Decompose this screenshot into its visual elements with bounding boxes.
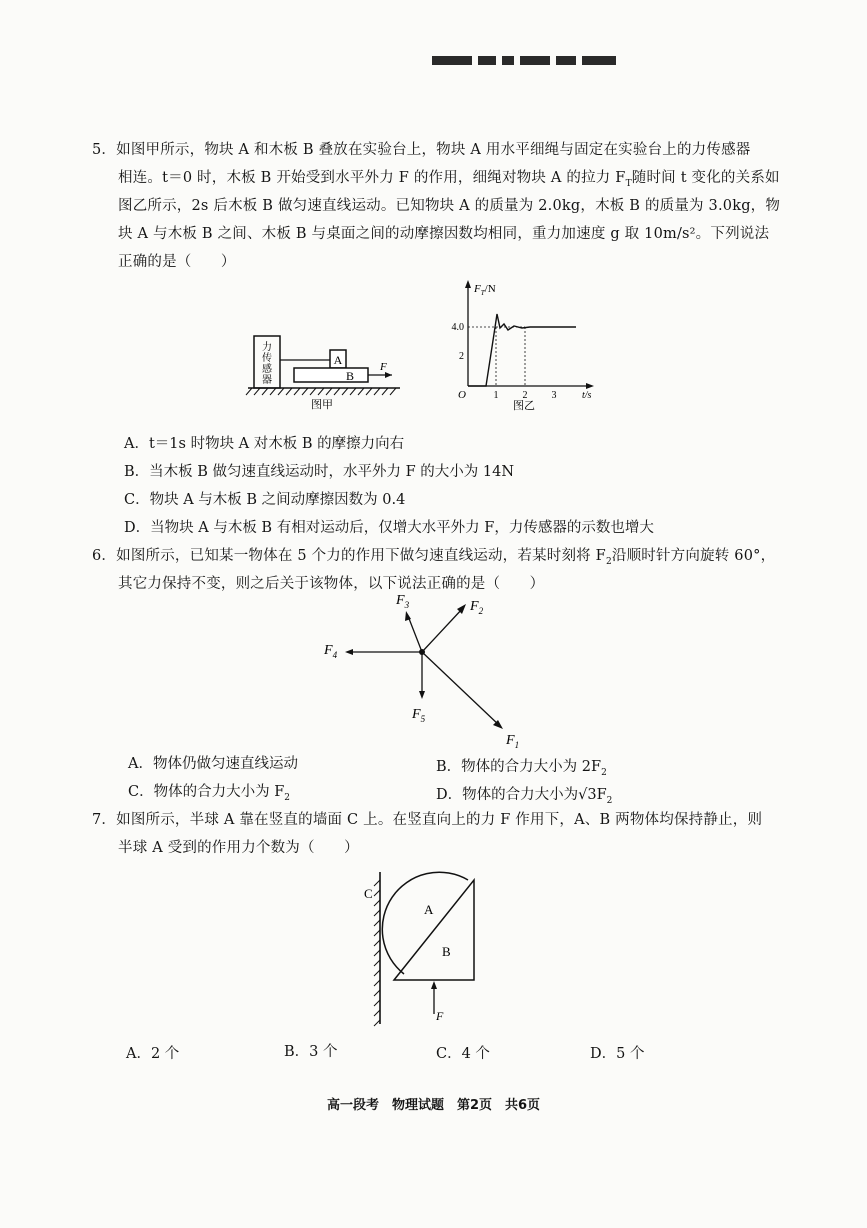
sensor-label-4: 器 <box>262 375 272 386</box>
figure-a-caption: 图甲 <box>311 399 333 411</box>
q7-line-1: 7．如图所示，半球 A 靠在竖直的墙面 C 上。在竖直向上的力 F 作用下，A、B 两物体均保持静止，则 <box>92 812 763 828</box>
hemisphere-figure <box>356 866 496 1032</box>
q6-line-1: 6．如图所示，已知某一物体在 5 个力的作用下做匀速直线运动，若某时刻将 $F_2$沿顺时针方向旋转 60°， <box>92 548 776 567</box>
figure-b-caption: 图乙 <box>513 400 535 412</box>
y-tick-4: 4.0 <box>451 322 464 333</box>
x-label: t/s <box>582 390 592 401</box>
q6-line-2: 其它力保持不变，则之后关于该物体，以下说法正确的是（ ） <box>118 576 545 592</box>
label-f3: $F_3$ <box>396 593 410 610</box>
sensor-label-1: 力 <box>262 342 272 353</box>
q7-line-2: 半球 A 受到的作用力个数为（ ） <box>118 840 359 856</box>
force-f4-arrowhead <box>345 649 353 655</box>
label-f1: $F_1$ <box>506 733 520 748</box>
x-tick-2: 2 <box>522 390 528 401</box>
q5-line-5: 正确的是（ ） <box>118 254 236 270</box>
origin-label: O <box>458 389 466 401</box>
hemisphere-a-label: A <box>424 902 434 917</box>
wall-hatching <box>374 880 380 1026</box>
sensor-label-2: 传 <box>262 353 272 364</box>
force-f1-line <box>422 652 500 726</box>
x-tick-3: 3 <box>551 390 557 401</box>
force-f-label: F <box>436 1009 444 1023</box>
y-axis-arrow <box>465 280 471 288</box>
x-axis-arrow <box>586 383 594 389</box>
page-footer: 高一段考 物理试题 第2页 共6页 <box>326 1098 541 1113</box>
wedge-b-label: B <box>442 944 451 959</box>
force-f-arrowhead <box>431 981 437 989</box>
q5-option-c: C．物块 A 与木板 B 之间动摩擦因数为 0.4 <box>124 492 406 508</box>
label-f4: $F_4$ <box>324 643 338 660</box>
figure-a <box>244 328 404 412</box>
y-tick-2: 2 <box>459 351 464 362</box>
q7-option-c: C．4 个 <box>436 1046 490 1062</box>
force-f2-line <box>422 608 463 652</box>
forces-figure <box>320 588 540 748</box>
q5-line-1: 5．如图甲所示，物块 A 和木板 B 叠放在实验台上，物块 A 用水平细绳与固定在实验台上的力传感器 <box>92 142 751 158</box>
force-curve <box>468 314 576 386</box>
q7-option-a: A．2 个 <box>126 1046 180 1062</box>
q5-option-d: D．当物块 A 与木板 B 有相对运动后，仅增大水平外力 F，力传感器的示数也增大 <box>124 520 654 536</box>
board-b <box>294 368 368 382</box>
q6-option-a: A．物体仍做匀速直线运动 <box>128 756 298 772</box>
force-label: F <box>380 361 387 373</box>
q6-option-c: C．物体的合力大小为 $F_2$ <box>128 784 290 803</box>
force-f5-arrowhead <box>419 691 425 699</box>
q6-option-d: D．物体的合力大小为$√3F_2$ <box>436 787 613 806</box>
q6-option-b: B．物体的合力大小为 $2F_2$ <box>436 759 607 778</box>
board-b-label: B <box>345 369 355 383</box>
sensor-label-3: 感 <box>262 364 272 375</box>
y-label: $F_T/N$ <box>474 283 496 297</box>
q7-option-b: B．3 个 <box>284 1044 338 1060</box>
table-hatching <box>246 388 396 395</box>
q5-option-b: B．当木板 B 做匀速直线运动时，水平外力 F 的大小为 14N <box>124 464 515 480</box>
q5-option-a: A．t＝1s 时物块 A 对木板 B 的摩擦力向右 <box>124 436 405 452</box>
q5-line-2: 相连。t＝0 时，木板 B 开始受到水平外力 F 的作用，细绳对物块 A 的拉力 $F_T$随时间 t 变化的关系如 <box>118 170 780 189</box>
figure-b <box>450 278 600 414</box>
label-f2: $F_2$ <box>470 599 484 616</box>
q7-option-d: D．5 个 <box>590 1046 645 1062</box>
header-strip <box>432 56 632 66</box>
hemisphere-a <box>382 872 468 974</box>
wedge-b <box>394 880 474 980</box>
q5-line-3: 图乙所示，2s 后木板 B 做匀速直线运动。已知物块 A 的质量为 2.0kg，木板 B 的质量为 3.0kg，物 <box>118 198 781 214</box>
force-f3-line <box>408 616 422 652</box>
force-f3-arrowhead <box>405 611 411 621</box>
wall-c-label: C <box>364 886 373 901</box>
x-tick-1: 1 <box>493 390 499 401</box>
block-a-label: A <box>333 353 343 367</box>
q5-line-4: 块 A 与木板 B 之间、木板 B 与桌面之间的动摩擦因数均相同，重力加速度 g 取 10m/s²。下列说法 <box>118 226 770 242</box>
label-f5: $F_5$ <box>412 707 426 724</box>
